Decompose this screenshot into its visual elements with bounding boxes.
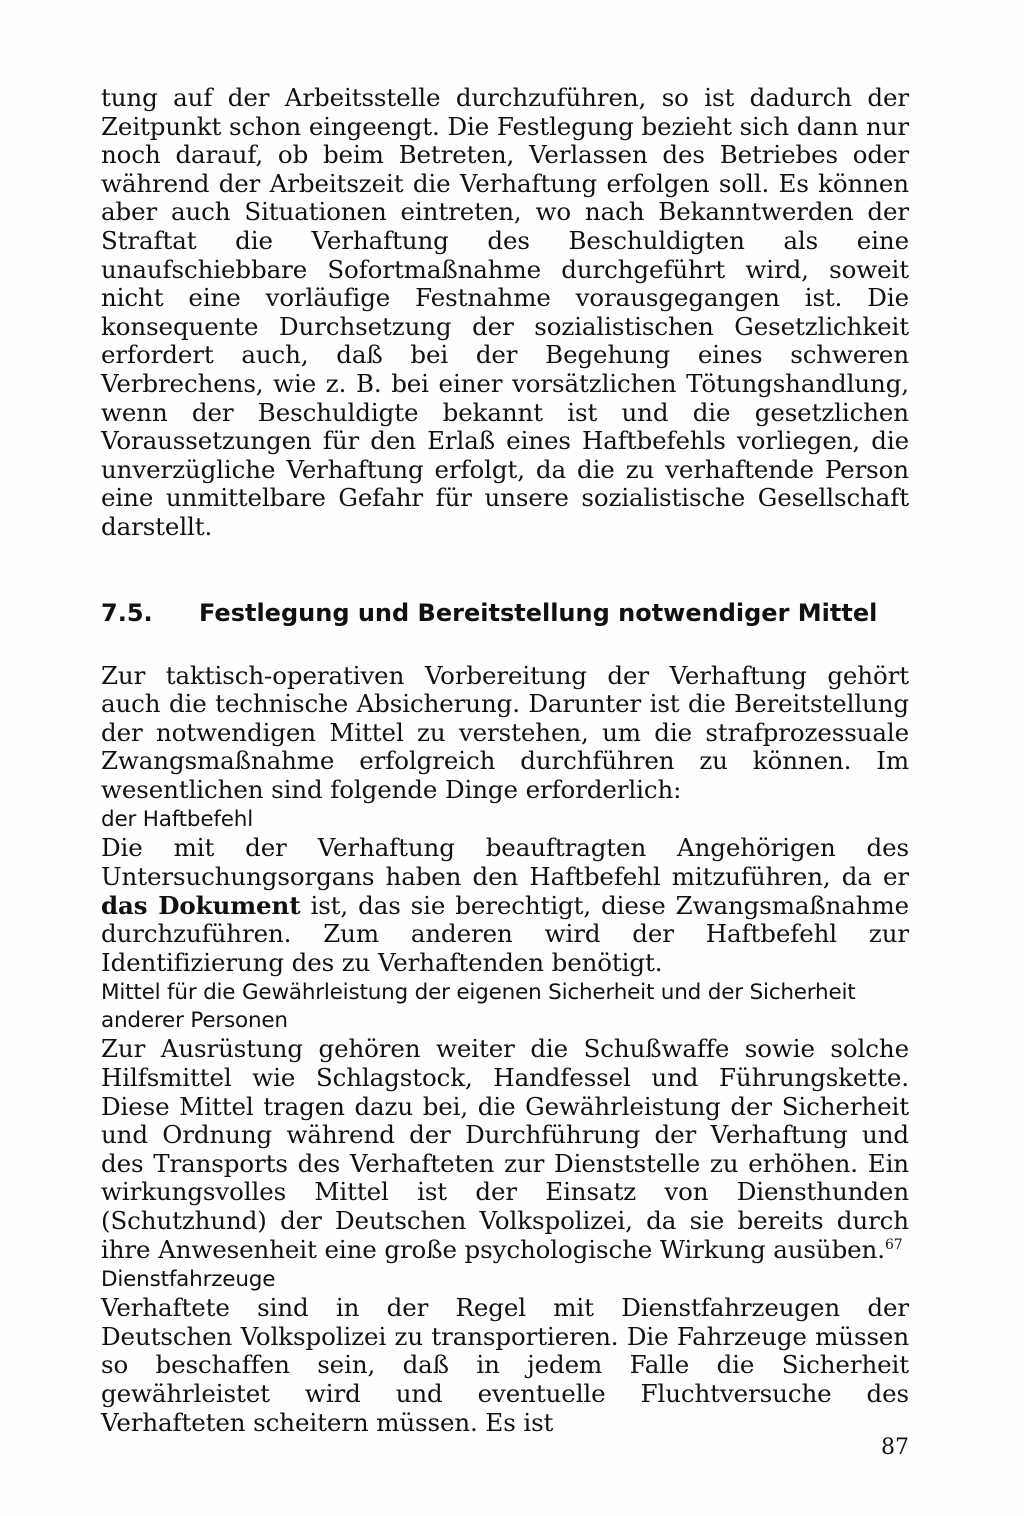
footnote-ref-67[interactable]: 67 [884, 1236, 903, 1253]
sicherheit-text: Zur Ausrüstung gehören weiter die Schußwaffe sowie solche Hilfsmittel wie Schlagstock, Handfessel und Führungskette. Diese Mittel tragen dazu bei, die Gewährleistung der Sicherheit und Ordnung während der Durchführung der Verhaftung und des Transports des Verhafteten zur Dienststelle zu erhöhen. Ein wirkungsvolles Mittel ist der Einsatz von Diensthunden (Schutzhund) der Deutschen Volkspolizei, da sie bereits durch ihre Anwesenheit eine große psychologische Wirkung ausüben. [101, 1034, 909, 1264]
haftbefehl-text-before: Die mit der Verhaftung beauftragten Angehörigen des Untersuchungsorgans haben den Haftbefehl mitzuführen, da er [101, 833, 909, 892]
intro-paragraph: tung auf der Arbeitsstelle durchzuführen, so ist dadurch der Zeitpunkt schon eingeengt. Die Festlegung bezieht sich dann nur noch darauf, ob beim Betreten, Verlassen des Betriebes oder während der Arbeitszeit die Verhaftung erfolgen soll. Es können aber auch Situationen eintreten, wo nach Bekanntwerden der Straftat die Verhaftung des Beschuldigten als eine unaufschiebbare Sofortmaßnahme durchgeführt wird, soweit nicht eine vorläufige Festnahme vorausgegangen ist. Die konsequente Durchsetzung der sozialistischen Gesetzlichkeit erfordert auch, daß bei der Begehung eines schweren Verbrechens, wie z. B. bei einer vorsätzlichen Tötungshandlung, wenn der Beschuldigte bekannt ist und die gesetzlichen Voraussetzungen für den Erlaß eines Haftbefehls vorliegen, die unverzügliche Verhaftung erfolgt, da die zu verhaftende Person eine unmittelbare Gefahr für unsere sozialistische Gesellschaft darstellt. [101, 83, 909, 541]
haftbefehl-paragraph [101, 834, 909, 977]
section-title: Festlegung und Bereitstellung notwendiger Mittel [199, 598, 878, 627]
haftbefehl-text-after: ist, das sie berechtigt, diese Zwangsmaßnahme durchzuführen. Zum anderen wird der Haftbefehl zur Identifizierung des zu Verhaftenden benötigt. [101, 890, 909, 977]
subhead-dienstfahrzeuge: Dienstfahrzeuge [101, 1267, 276, 1293]
page-number: 87 [881, 1435, 909, 1460]
page-content [101, 84, 909, 1437]
subhead-haftbefehl: der Haftbefehl [101, 807, 253, 833]
section-number: 7.5. [101, 598, 153, 627]
haftbefehl-text-bold: das Dokument [101, 890, 301, 920]
sicherheit-paragraph [101, 1035, 909, 1264]
section-intro-paragraph: Zur taktisch-operativen Vorbereitung der Verhaftung gehört auch die technische Absicherung. Darunter ist die Bereitstellung der notwendigen Mittel zu verstehen, um die strafprozessuale Zwangsmaßnahme erfolgreich durchführen zu können. Im wesentlichen sind folgende Dinge erforderlich: [101, 660, 909, 804]
section-heading [101, 598, 909, 628]
dienstfahrzeuge-paragraph: Verhaftete sind in der Regel mit Dienstfahrzeugen der Deutschen Volkspolizei zu transportieren. Die Fahrzeuge müssen so beschaffen sein, daß in jedem Falle die Sicherheit gewährleistet wird und eventuelle Fluchtversuche des Verhafteten scheitern müssen. Es ist [101, 1293, 909, 1437]
subhead-sicherheit: Mittel für die Gewährleistung der eigenen Sicherheit und der Sicherheit anderer Personen [101, 980, 856, 1034]
